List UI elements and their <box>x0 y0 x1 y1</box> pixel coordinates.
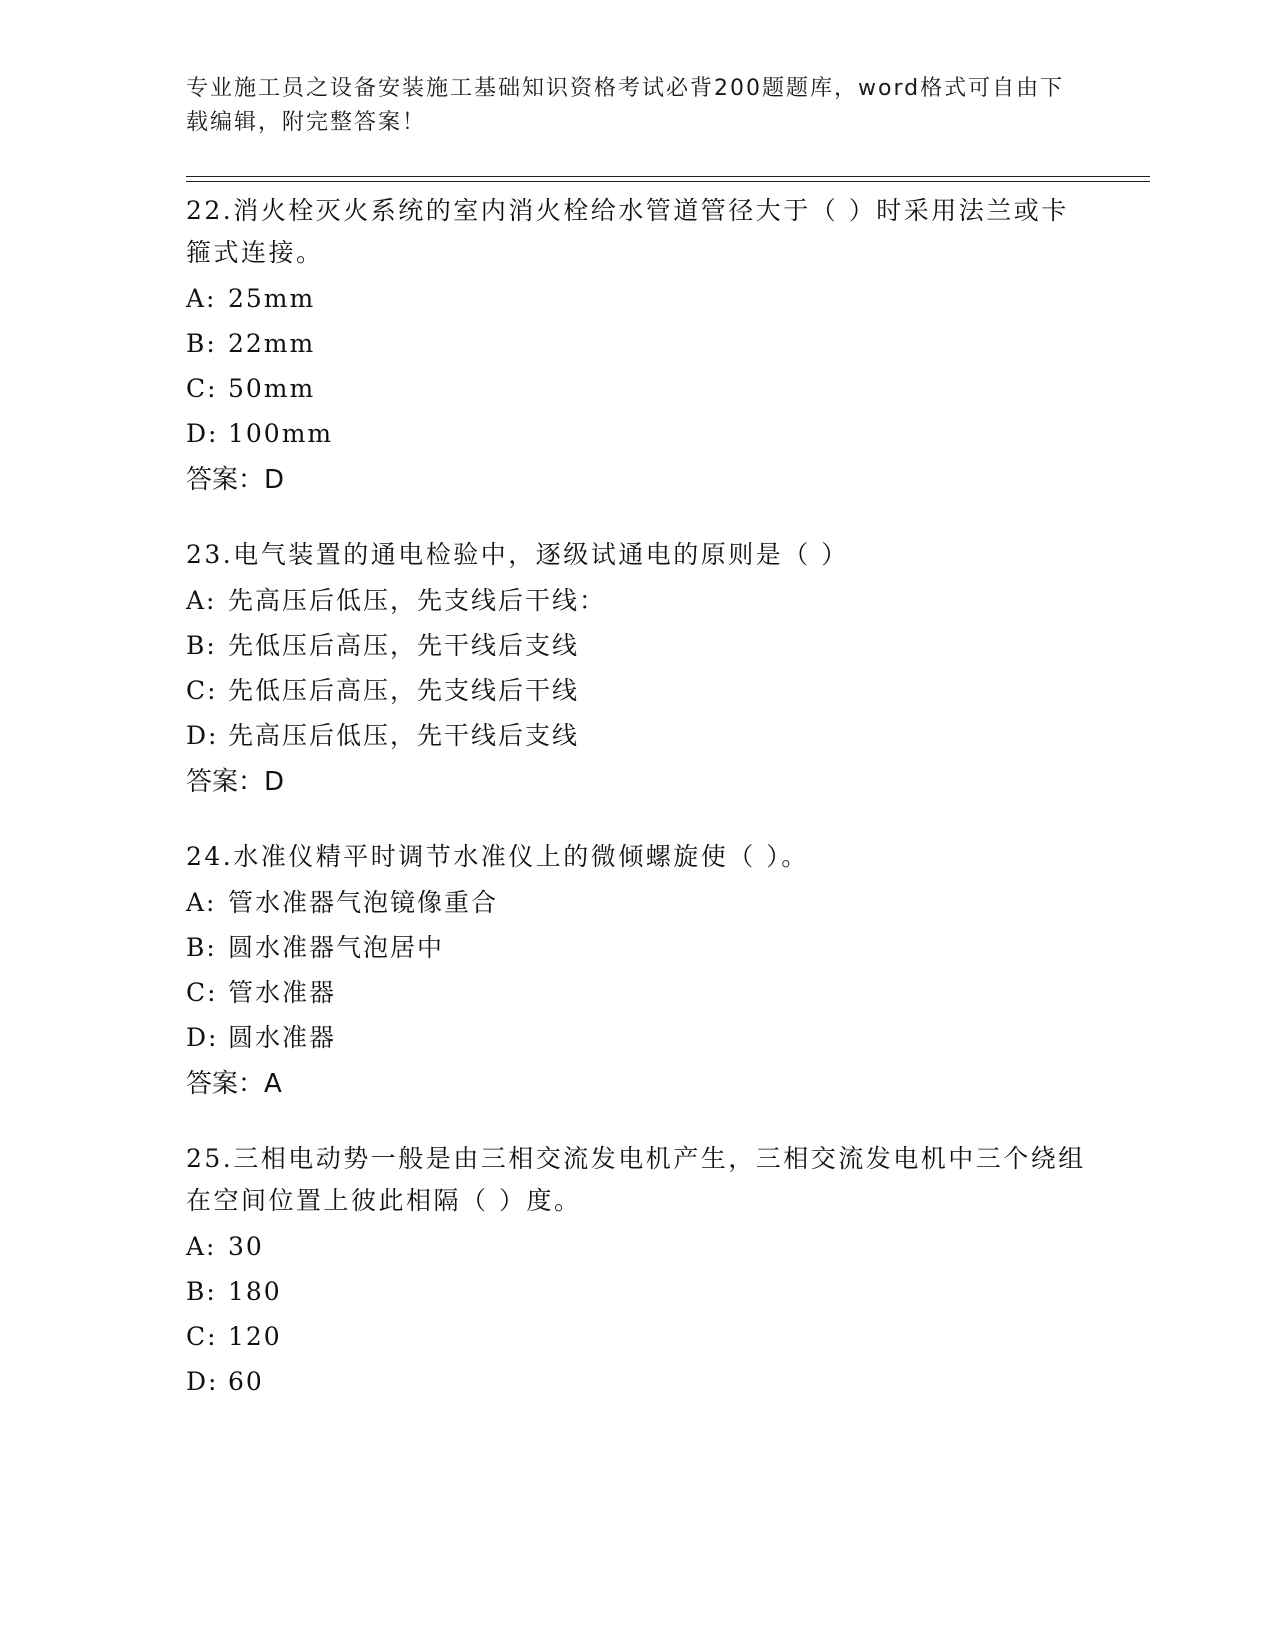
option-text: 管水准器 <box>228 978 337 1007</box>
option-c <box>186 668 1086 713</box>
answer-line: 答案：D <box>186 465 285 495</box>
option-key: A: <box>186 586 217 615</box>
option-text: 先低压后高压，先支线后干线 <box>228 676 580 705</box>
option-b <box>186 1269 1086 1314</box>
option-a <box>186 276 1086 321</box>
option-a <box>186 880 1086 925</box>
option-key: A: <box>186 284 217 313</box>
option-d <box>186 1359 1086 1404</box>
option-b <box>186 321 1086 366</box>
option-a <box>186 578 1086 623</box>
option-key: A: <box>186 888 217 917</box>
option-text: 圆水准器气泡居中 <box>228 933 445 962</box>
option-text: 先高压后低压，先支线后干线： <box>228 586 607 615</box>
option-d <box>186 713 1086 758</box>
option-key: D: <box>186 1367 219 1396</box>
option-key: D: <box>186 721 219 750</box>
option-key: B: <box>186 933 217 962</box>
option-text: 25mm <box>228 284 316 313</box>
question-list <box>186 190 1086 1436</box>
option-text: 50mm <box>228 374 316 403</box>
header-text: 专业施工员之设备安装施工基础知识资格考试必背200题题库，word格式可自由下载编辑，附完整答案！ <box>186 76 1065 135</box>
document-header <box>186 72 1066 140</box>
option-d <box>186 1015 1086 1060</box>
answer-line: 答案：A <box>186 1069 282 1099</box>
option-text: 30 <box>228 1232 264 1261</box>
option-text: 管水准器气泡镜像重合 <box>228 888 499 917</box>
question-stem: 25.三相电动势一般是由三相交流发电机产生，三相交流发电机中三个绕组在空间位置上彼此相隔（ ）度。 <box>186 1144 1086 1215</box>
header-divider-bottom <box>186 181 1150 182</box>
option-b <box>186 623 1086 668</box>
option-key: C: <box>186 1322 218 1351</box>
question-22 <box>186 190 1086 502</box>
option-c <box>186 1314 1086 1359</box>
option-text: 先高压后低压，先干线后支线 <box>228 721 580 750</box>
question-stem: 23.电气装置的通电检验中，逐级试通电的原则是（ ） <box>186 540 849 569</box>
option-key: B: <box>186 329 217 358</box>
answer-line: 答案：D <box>186 767 285 797</box>
option-text: 60 <box>228 1367 264 1396</box>
option-text: 100mm <box>228 419 334 448</box>
question-25 <box>186 1138 1086 1404</box>
option-key: D: <box>186 1023 219 1052</box>
option-text: 22mm <box>228 329 316 358</box>
question-23 <box>186 534 1086 804</box>
option-a <box>186 1224 1086 1269</box>
option-d <box>186 411 1086 456</box>
question-stem: 22.消火栓灭火系统的室内消火栓给水管道管径大于（ ）时采用法兰或卡箍式连接。 <box>186 196 1069 267</box>
option-text: 120 <box>228 1322 282 1351</box>
option-key: D: <box>186 419 219 448</box>
option-key: C: <box>186 978 218 1007</box>
option-text: 圆水准器 <box>228 1023 337 1052</box>
question-stem: 24.水准仪精平时调节水准仪上的微倾螺旋使（ ）。 <box>186 842 809 871</box>
option-text: 180 <box>228 1277 282 1306</box>
question-24 <box>186 836 1086 1106</box>
option-key: A: <box>186 1232 217 1261</box>
option-key: C: <box>186 676 218 705</box>
option-c <box>186 970 1086 1015</box>
option-key: C: <box>186 374 218 403</box>
option-key: B: <box>186 631 217 660</box>
option-text: 先低压后高压，先干线后支线 <box>228 631 580 660</box>
option-b <box>186 925 1086 970</box>
header-divider-top <box>186 176 1150 177</box>
option-key: B: <box>186 1277 217 1306</box>
option-c <box>186 366 1086 411</box>
